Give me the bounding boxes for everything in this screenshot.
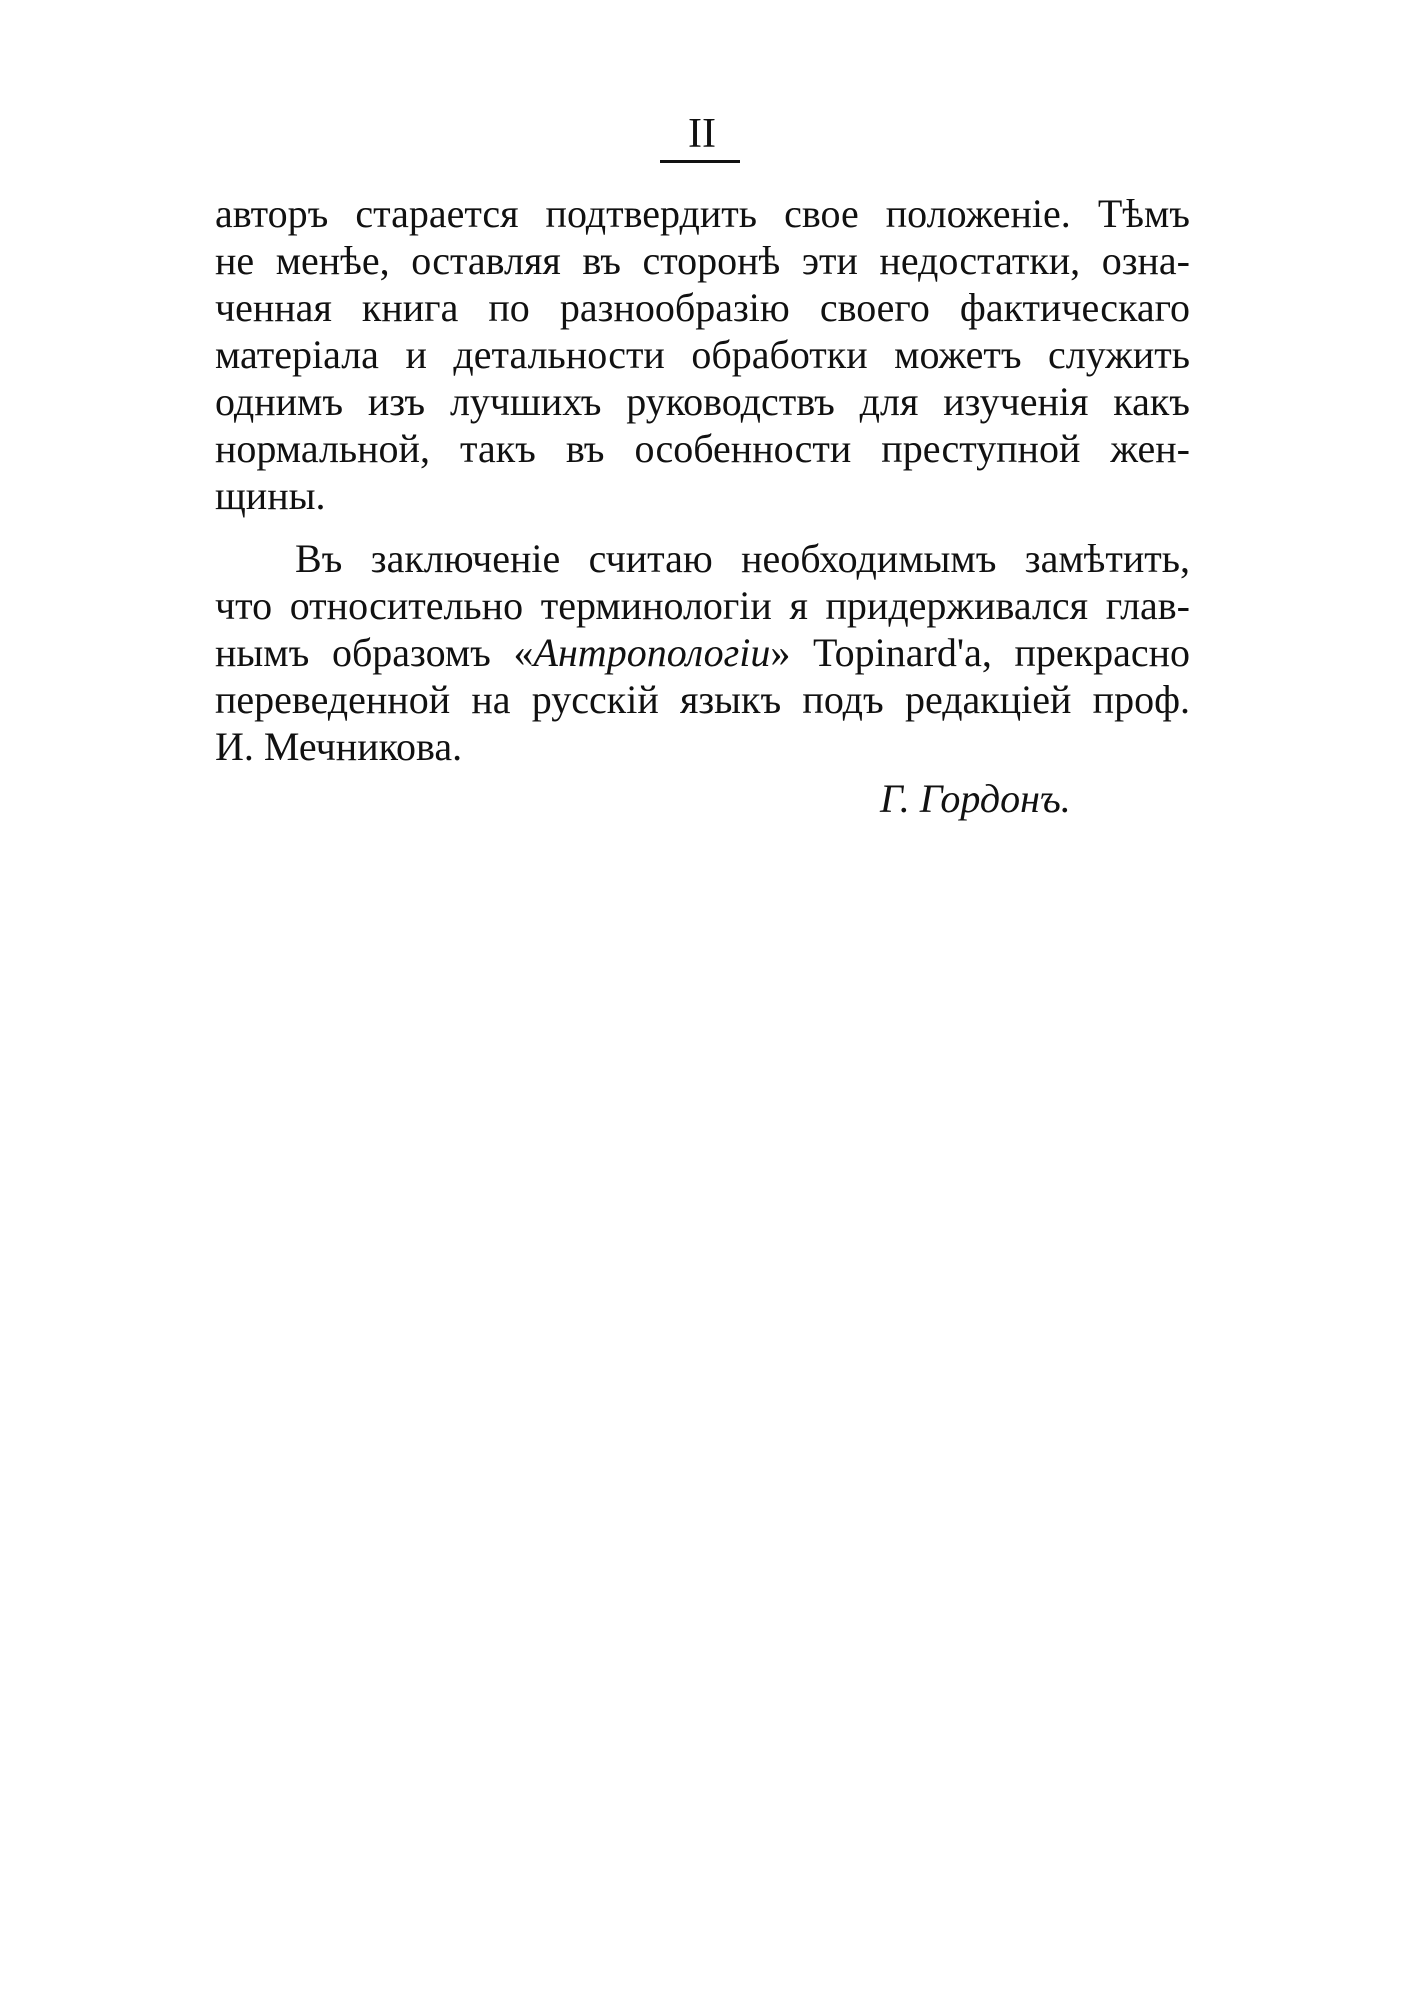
page-number-underline	[660, 160, 740, 163]
paragraph-2-line-5: И. Мечникова.	[215, 724, 463, 769]
paragraph-1-line-3: ченная книга по разнообразію своего фактическаго	[215, 285, 1190, 330]
paragraph-1-line-7: щины.	[215, 473, 326, 518]
paragraph-2-line-1: Въ заключеніе считаю необходимымъ замѣтить,	[295, 536, 1190, 581]
line-3-after: » Topinard'a, прекрасно	[770, 630, 1190, 675]
author-signature: Г. Гордонъ.	[880, 776, 1071, 821]
paragraph-1-line-6: нормальной, такъ въ особенности преступной жен-	[215, 426, 1190, 471]
paragraph-1-line-5: однимъ изъ лучшихъ руководствъ для изученія какъ	[215, 379, 1190, 424]
paragraph-2-line-2: что относительно терминологіи я придерживался глав-	[215, 583, 1190, 628]
book-title-italic: Антропологіи	[533, 630, 771, 675]
page-number: II	[688, 111, 716, 157]
paragraph-2-line-4: переведенной на русскій языкъ подъ редакціей проф.	[215, 677, 1190, 722]
paragraph-2-line-3	[215, 629, 1190, 677]
paragraph-1-line-1: авторъ старается подтвердить свое положеніе. Тѣмъ	[215, 191, 1190, 236]
paragraph-1-line-2: не менѣе, оставляя въ сторонѣ эти недостатки, озна-	[215, 238, 1190, 283]
line-3-before: нымъ образомъ «	[215, 630, 534, 675]
paragraph-1-line-4: матеріала и детальности обработки можетъ служить	[215, 332, 1190, 377]
